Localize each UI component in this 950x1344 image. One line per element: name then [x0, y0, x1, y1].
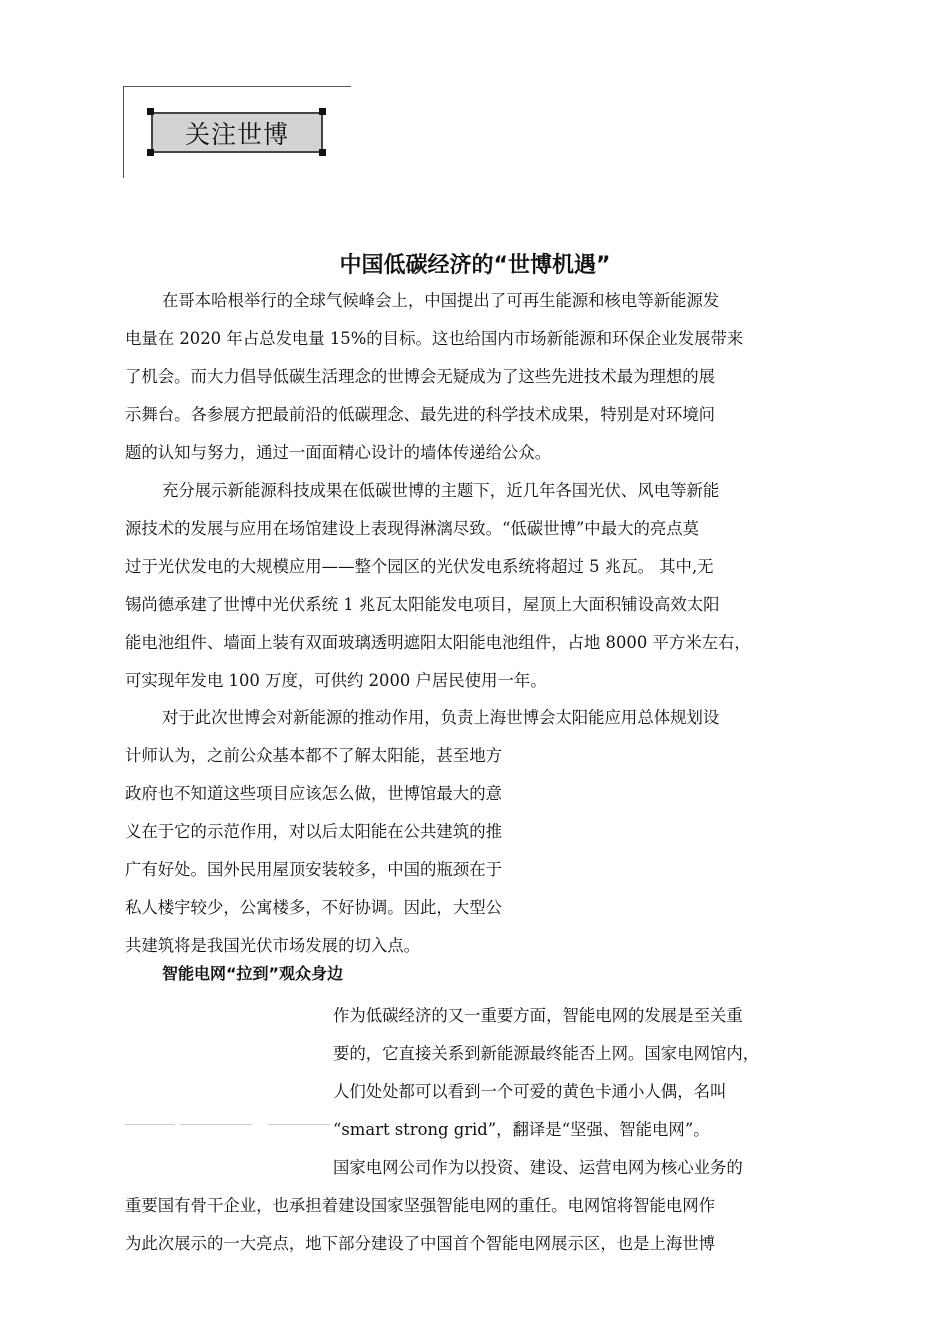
body-line: 了机会。而大力倡导低碳生活理念的世博会无疑成为了这些先进技术最为理想的展: [125, 367, 716, 386]
body-line: 义在于它的示范作用，对以后太阳能在公共建筑的推: [125, 822, 502, 841]
body-line: 在哥本哈根举行的全球气候峰会上，中国提出了可再生能源和核电等新能源发: [162, 291, 720, 310]
frame-top-line: [123, 86, 351, 87]
section-tag-label: 关注世博: [184, 119, 289, 149]
body-line: 对于此次世博会对新能源的推动作用，负责上海世博会太阳能应用总体规划设: [162, 708, 720, 727]
body-line: 充分展示新能源科技成果在低碳世博的主题下，近几年各国光伏、风电等新能: [162, 481, 720, 500]
body-line: 可实现年发电 100 万度，可供约 2000 户居民使用一年。: [125, 671, 547, 690]
body-line: 源技术的发展与应用在场馆建设上表现得淋漓尽致。“低碳世博”中最大的亮点莫: [125, 519, 700, 538]
resize-handle-icon: [147, 149, 154, 156]
resize-handle-icon: [147, 108, 154, 115]
body-line: 广有好处。国外民用屋顶安装较多，中国的瓶颈在于: [125, 860, 502, 879]
body-line: 要的，它直接关系到新能源最终能否上网。国家电网馆内，: [333, 1044, 760, 1063]
resize-handle-icon: [319, 108, 326, 115]
image-placeholder-edge: [125, 1124, 175, 1125]
body-line: 过于光伏发电的大规模应用——整个园区的光伏发电系统将超过 5 兆瓦。 其中,无: [125, 557, 714, 576]
body-line: 私人楼宇较少，公寓楼多，不好协调。因此，大型公: [125, 898, 502, 917]
body-line: 电量在 2020 年占总发电量 15%的目标。这也给国内市场新能源和环保企业发展带来: [125, 329, 744, 348]
body-line: 共建筑将是我国光伏市场发展的切入点。: [125, 936, 421, 955]
body-line: 重要国有骨干企业，也承担着建设国家坚强智能电网的重任。电网馆将智能电网作: [125, 1196, 716, 1215]
body-line: 作为低碳经济的又一重要方面，智能电网的发展是至关重: [333, 1006, 743, 1025]
section-subheading: 智能电网“拉到”观众身边: [162, 964, 344, 983]
image-placeholder-edge: [268, 1124, 330, 1125]
body-line: 能电池组件、墙面上装有双面玻璃透明遮阳太阳能电池组件，占地 8000 平方米左右，: [125, 633, 751, 652]
body-line: 为此次展示的一大亮点，地下部分建设了中国首个智能电网展示区，也是上海世博: [125, 1234, 716, 1253]
frame-left-line: [123, 86, 124, 178]
body-line: “smart strong grid”，翻译是“坚强、智能电网”。: [333, 1120, 710, 1139]
article-title: 中国低碳经济的“世博机遇”: [339, 253, 611, 278]
section-tag: [151, 112, 323, 153]
body-line: 题的认知与努力，通过一面面精心设计的墙体传递给公众。: [125, 443, 552, 462]
image-placeholder-edge: [180, 1124, 252, 1125]
body-line: 政府也不知道这些项目应该怎么做，世博馆最大的意: [125, 784, 502, 803]
body-line: 计师认为，之前公众基本都不了解太阳能，甚至地方: [125, 746, 502, 765]
body-line: 人们处处都可以看到一个可爱的黄色卡通小人偶，名叫: [333, 1082, 727, 1101]
body-line: 国家电网公司作为以投资、建设、运营电网为核心业务的: [333, 1158, 743, 1177]
resize-handle-icon: [319, 149, 326, 156]
body-line: 锡尚德承建了世博中光伏系统 1 兆瓦太阳能发电项目，屋顶上大面积铺设高效太阳: [125, 595, 720, 614]
body-line: 示舞台。各参展方把最前沿的低碳理念、最先进的科学技术成果，特别是对环境问: [125, 405, 716, 424]
